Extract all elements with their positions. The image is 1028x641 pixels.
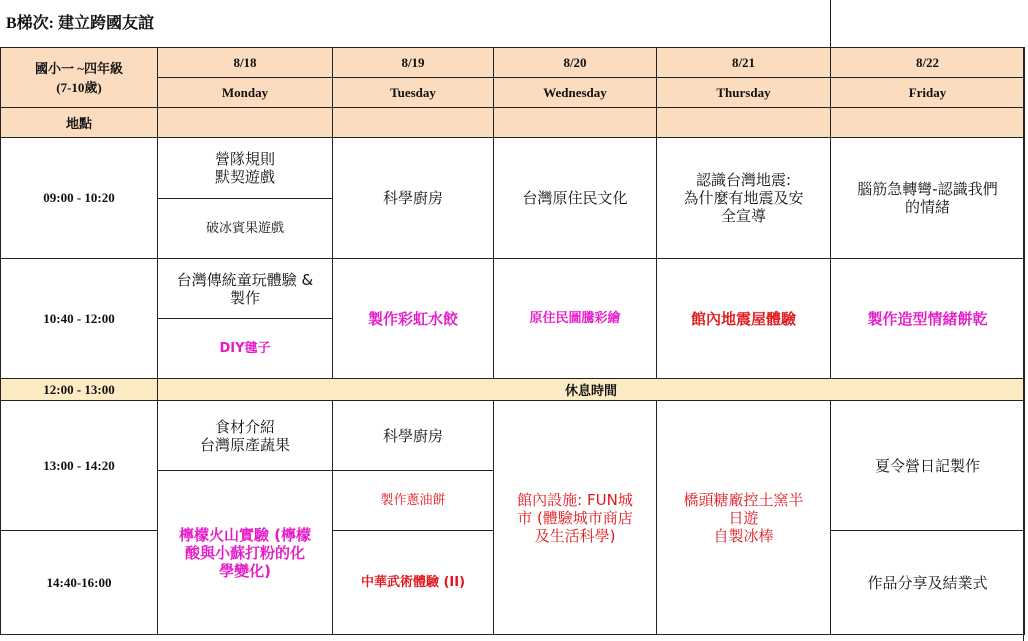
date-thu: 8/21	[657, 48, 831, 78]
activity-thu-4: 橋頭糖廠控土窯半 日遊 自製冰棒	[657, 401, 831, 635]
time-slot-lunch: 12:00 - 13:00	[1, 379, 158, 401]
location-tue	[333, 108, 494, 138]
activity-fri-4: 夏令營日記製作	[831, 401, 1025, 531]
time-slot-5: 14:40-16:00	[1, 531, 158, 635]
activity-tue-1: 科學廚房	[333, 138, 494, 259]
day-wed: Wednesday	[494, 78, 657, 108]
activity-tue-5: 中華武術體驗 (II)	[333, 531, 494, 635]
activity-mon-1a: 營隊規則 默契遊戲	[158, 138, 333, 199]
right-border	[1023, 47, 1024, 641]
group-header: 國小一 ~四年級 (7-10歲)	[1, 48, 158, 108]
activity-mon-4b: 檸檬火山實驗 (檸檬 酸與小蘇打粉的化 學變化)	[158, 471, 333, 635]
day-tue: Tuesday	[333, 78, 494, 108]
date-tue: 8/19	[333, 48, 494, 78]
activity-fri-2: 製作造型情緒餅乾	[831, 259, 1025, 379]
activity-mon-1b: 破冰賓果遊戲	[158, 199, 333, 259]
activity-fri-5: 作品分享及結業式	[831, 531, 1025, 635]
activity-mon-2a: 台灣傳統童玩體驗 & 製作	[158, 259, 333, 319]
day-fri: Friday	[831, 78, 1025, 108]
location-label: 地點	[1, 108, 158, 138]
activity-tue-4b: 製作蔥油餅	[333, 471, 494, 531]
location-fri	[831, 108, 1025, 138]
date-mon: 8/18	[158, 48, 333, 78]
time-slot-1: 09:00 - 10:20	[1, 138, 158, 259]
activity-fri-1: 腦筋急轉彎-認識我們 的情緒	[831, 138, 1025, 259]
activity-wed-4: 館內設施: FUN城 市 (體驗城市商店 及生活科學)	[494, 401, 657, 635]
lunch-break: 休息時間	[158, 379, 1025, 401]
activity-thu-2: 館內地震屋體驗	[657, 259, 831, 379]
activity-tue-2: 製作彩虹水餃	[333, 259, 494, 379]
activity-wed-1: 台灣原住民文化	[494, 138, 657, 259]
date-fri: 8/22	[831, 48, 1025, 78]
day-thu: Thursday	[657, 78, 831, 108]
activity-wed-2: 原住民圖騰彩繪	[494, 259, 657, 379]
activity-mon-4a: 食材介紹 台灣原產蔬果	[158, 401, 333, 471]
time-slot-4: 13:00 - 14:20	[1, 401, 158, 531]
date-wed: 8/20	[494, 48, 657, 78]
activity-mon-2b: DIY毽子	[158, 319, 333, 379]
top-divider	[830, 0, 831, 47]
activity-thu-1: 認識台灣地震: 為什麼有地震及安 全宣導	[657, 138, 831, 259]
time-slot-2: 10:40 - 12:00	[1, 259, 158, 379]
activity-tue-4a: 科學廚房	[333, 401, 494, 471]
schedule-table	[0, 47, 1025, 635]
location-thu	[657, 108, 831, 138]
page-title: B梯次: 建立跨國友誼	[6, 15, 155, 32]
day-mon: Monday	[158, 78, 333, 108]
location-mon	[158, 108, 333, 138]
location-wed	[494, 108, 657, 138]
